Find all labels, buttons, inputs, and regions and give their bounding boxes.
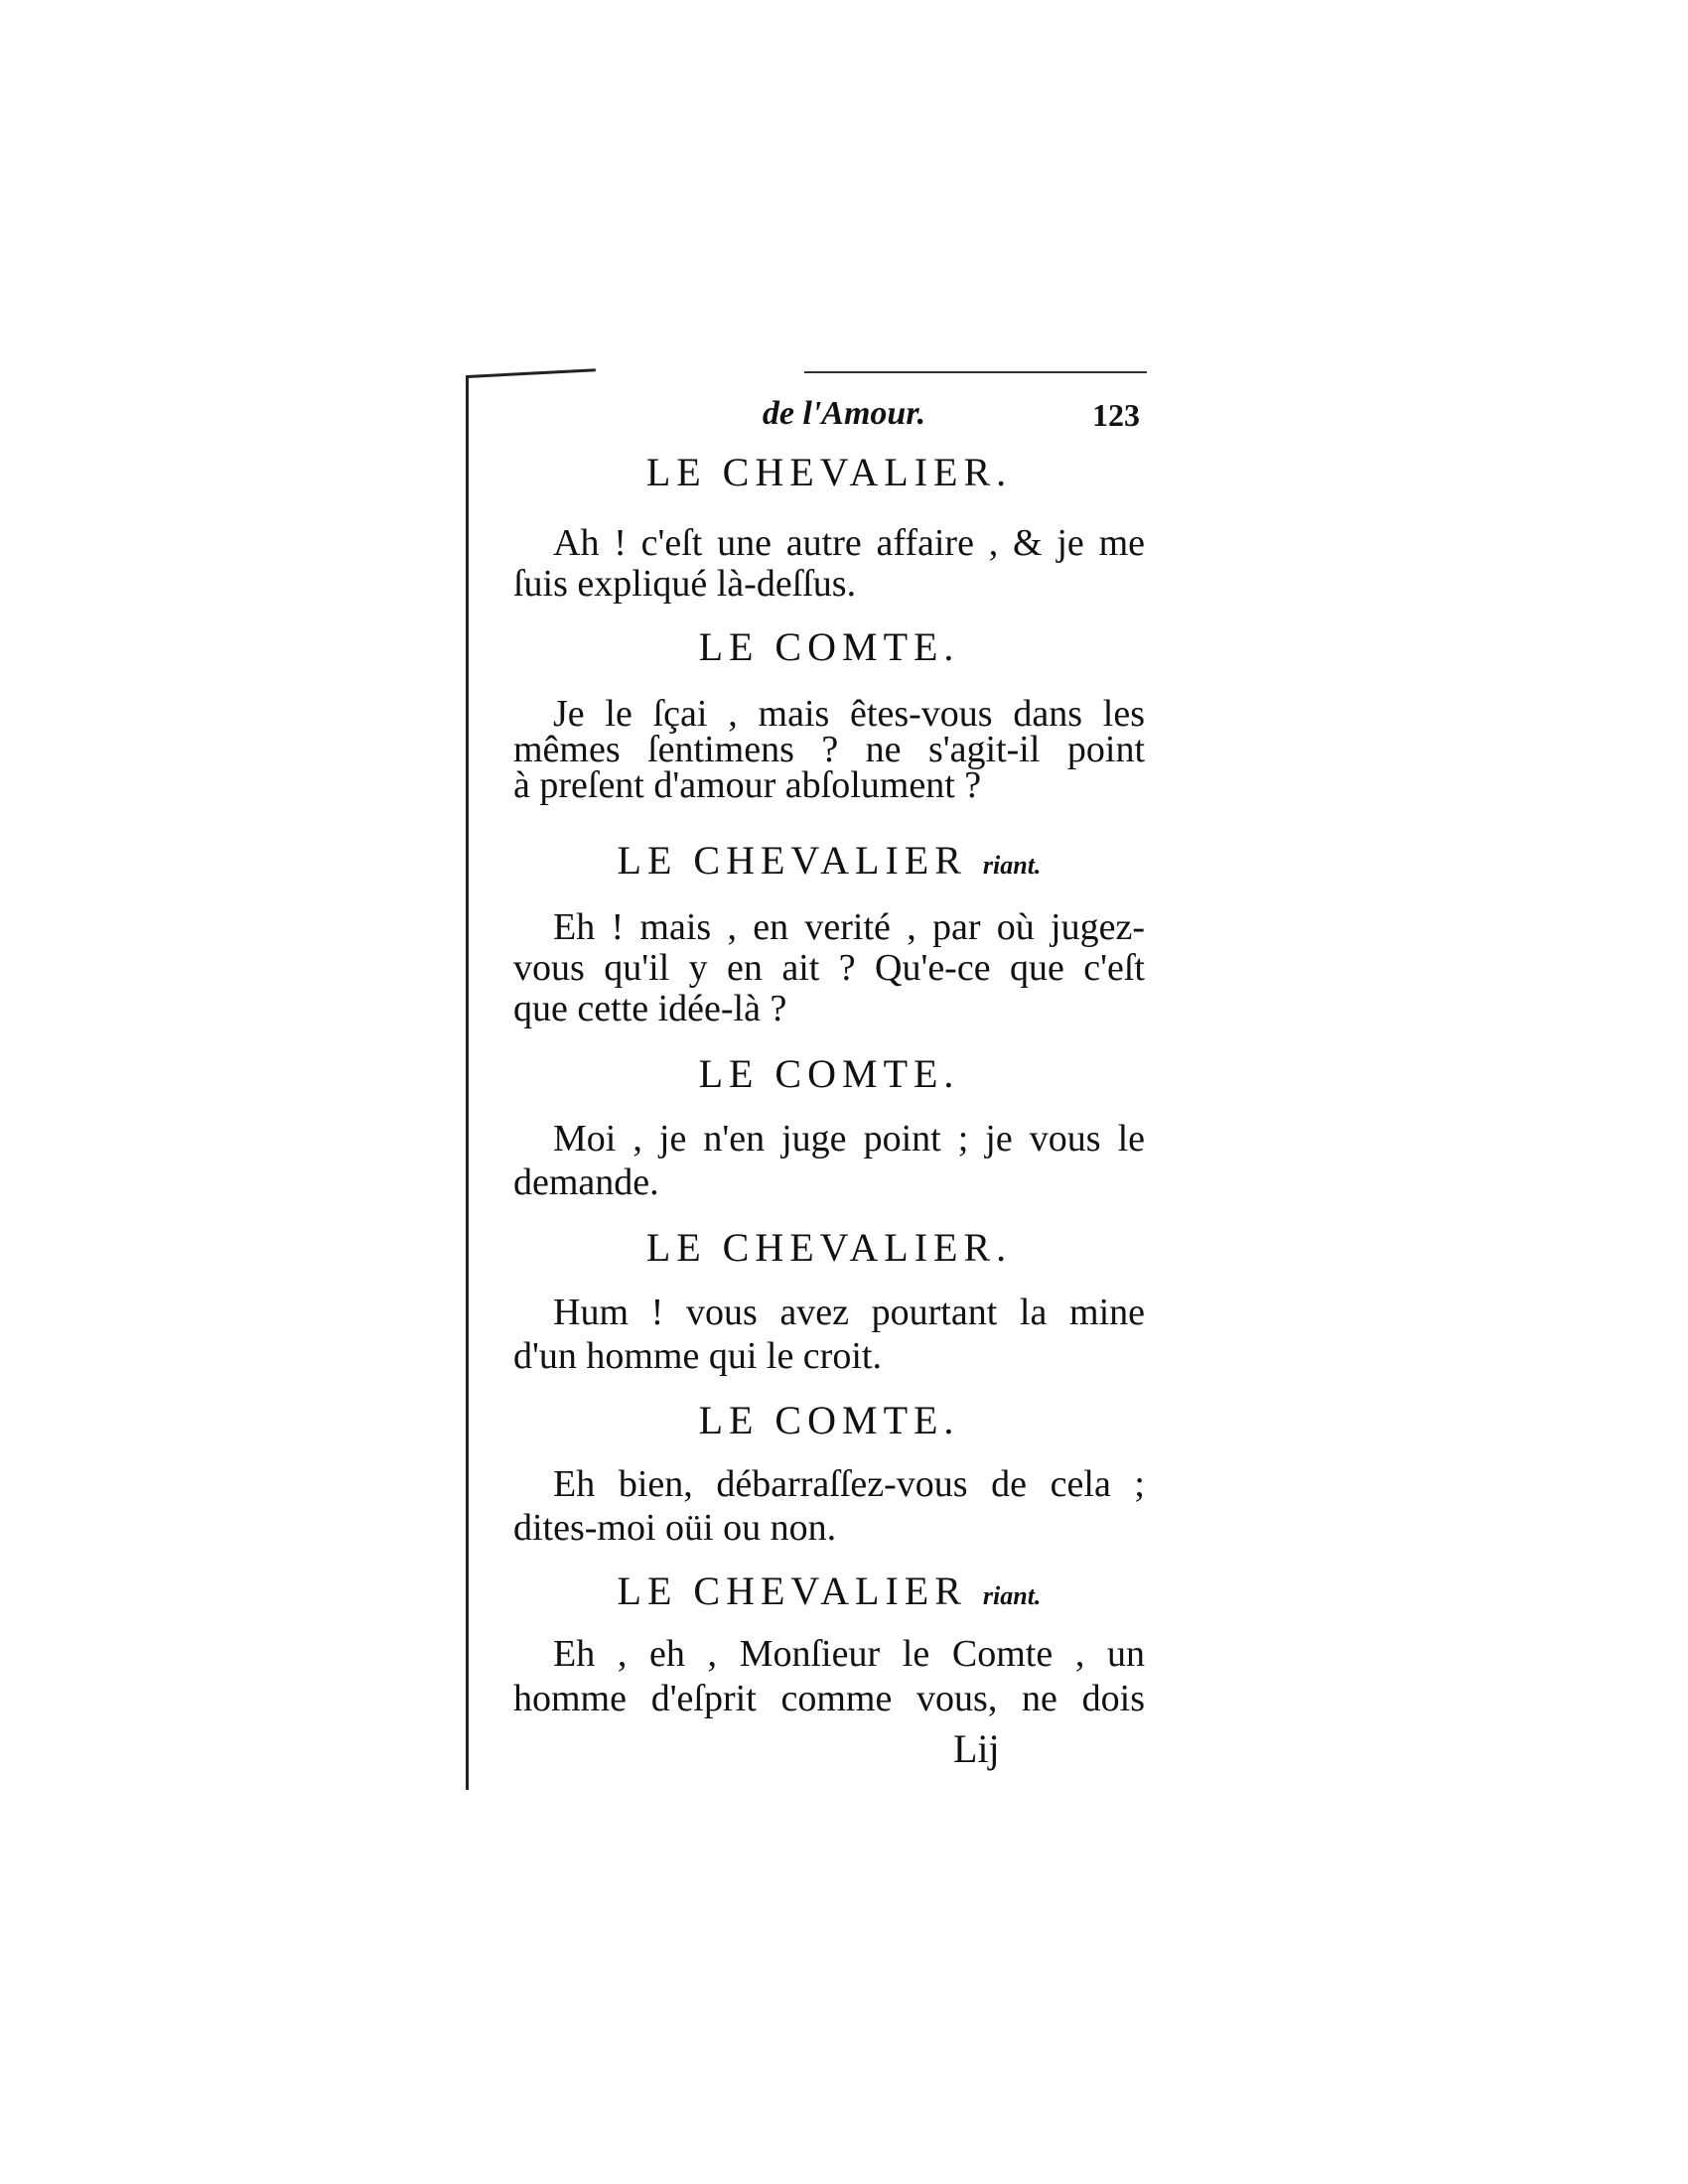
text-line: demande. [513, 1161, 659, 1203]
speaker-name: LE CHEVALIER [617, 838, 967, 883]
top-border-rule [467, 368, 596, 378]
stage-direction: riant. [982, 1581, 1042, 1610]
speaker-name: LE CHEVALIER. [645, 1225, 1013, 1270]
signature-mark: Lij [953, 1726, 1000, 1771]
text-line: Ah ! c'eſt une autre affaire , & je me [553, 522, 1145, 564]
speaker-name: LE COMTE. [698, 1398, 960, 1442]
text-line: Eh , eh , Monſieur le Comte , un [553, 1633, 1145, 1675]
text-line: ſuis expliqué là-deſſus. [513, 563, 857, 605]
speaker-heading [513, 1568, 1145, 1614]
speaker-heading [513, 1224, 1145, 1271]
speaker-name: LE CHEVALIER. [645, 450, 1013, 494]
text-line: que cette idée-là ? [513, 988, 787, 1029]
speaker-heading [513, 1397, 1145, 1443]
text-line: vous qu'il y en ait ? Qu'e-ce que c'eſt [513, 947, 1145, 989]
speaker-name: LE COMTE. [698, 1051, 960, 1096]
top-border-rule [804, 371, 1147, 373]
text-line: Eh bien, débarraſſez-vous de cela ; [553, 1463, 1145, 1505]
text-line: mêmes ſentimens ? ne s'agit-il point [513, 729, 1145, 770]
text-line: dites-moi oüi ou non. [513, 1507, 837, 1549]
text-line: Eh ! mais , en verité , par où jugez- [553, 906, 1145, 948]
speaker-heading [513, 449, 1145, 495]
text-line: d'un homme qui le croit. [513, 1335, 882, 1377]
speaker-heading [513, 837, 1145, 884]
page-number: 123 [1092, 397, 1140, 433]
stage-direction: riant. [982, 851, 1042, 880]
text-line: Hum ! vous avez pourtant la mine [553, 1292, 1145, 1333]
speaker-name: LE CHEVALIER [617, 1569, 967, 1613]
text-line: homme d'eſprit comme vous, ne dois [513, 1678, 1145, 1719]
running-title: de l'Amour. [762, 395, 926, 432]
speaker-heading [513, 623, 1145, 670]
text-line: à preſent d'amour abſolument ? [513, 764, 982, 806]
text-line: Moi , je n'en juge point ; je vous le [553, 1118, 1145, 1160]
text-line: Je le ſçai , mais êtes-vous dans les [553, 693, 1145, 735]
speaker-heading [513, 1050, 1145, 1097]
left-border-rule [466, 375, 469, 1790]
speaker-name: LE COMTE. [698, 624, 960, 669]
